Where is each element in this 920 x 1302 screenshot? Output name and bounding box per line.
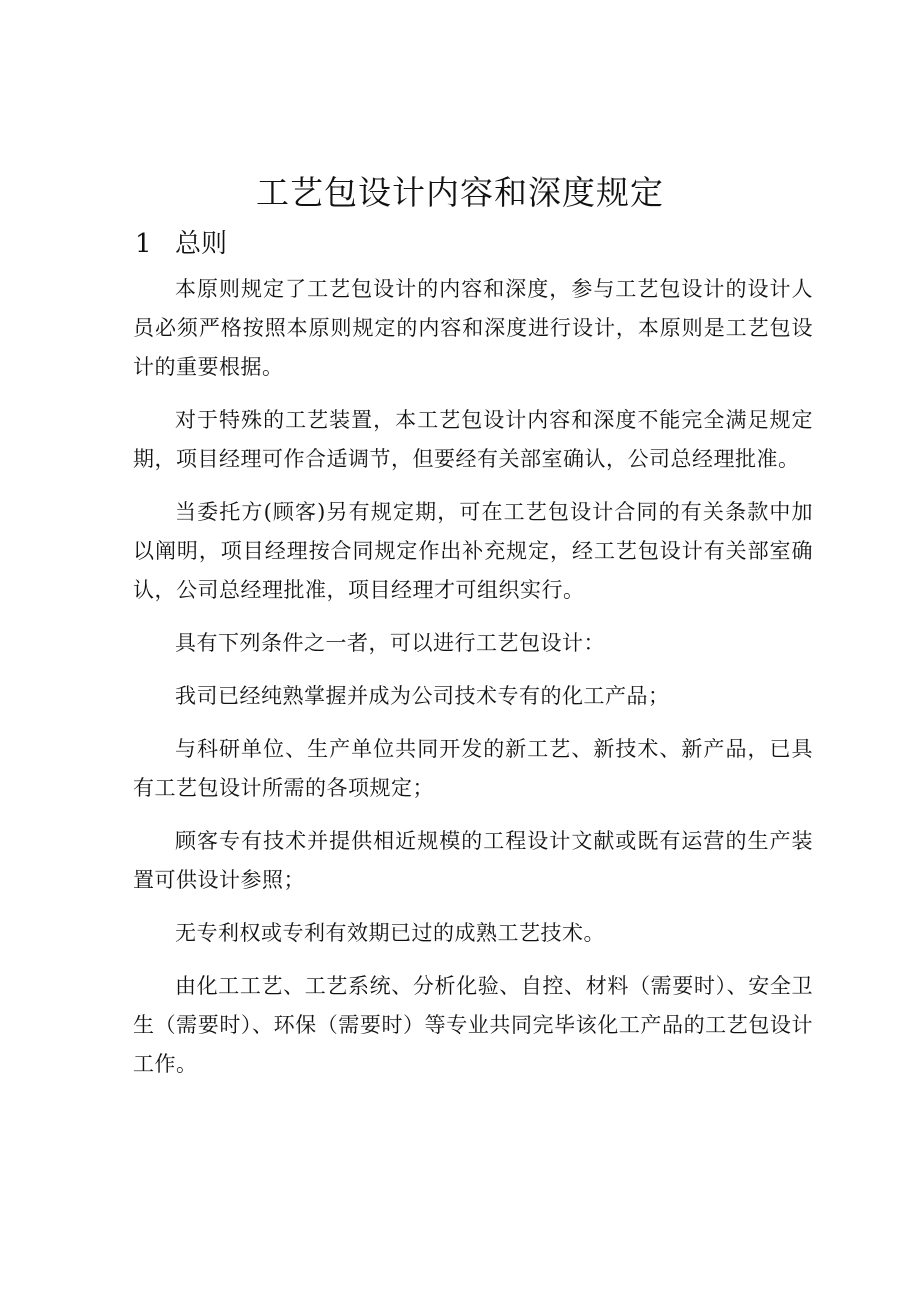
section-title: 总则 <box>175 229 228 259</box>
paragraph: 本原则规定了工艺包设计的内容和深度，参与工艺包设计的设计人员必须严格按照本原则规定的内容和深度进行设计，本原则是工艺包设计的重要根据。 <box>133 277 813 379</box>
document-title: 工艺包设计内容和深度规定 <box>256 173 664 212</box>
paragraph: 与科研单位、生产单位共同开发的新工艺、新技术、新产品，已具有工艺包设计所需的各项规定； <box>133 737 813 800</box>
paragraph: 当委托方(顾客)另有规定期，可在工艺包设计合同的有关条款中加以阐明，项目经理按合同规定作出补充规定，经工艺包设计有关部室确认，公司总经理批准，项目经理才可组织实行。 <box>133 500 813 602</box>
paragraph: 由化工工艺、工艺系统、分析化验、自控、材料（需要时）、安全卫生（需要时）、环保（需要时）等专业共同完毕该化工产品的工艺包设计工作。 <box>133 974 813 1076</box>
section-heading <box>135 222 227 266</box>
paragraph: 对于特殊的工艺装置，本工艺包设计内容和深度不能完全满足规定期，项目经理可作合适调节，但要经有关部室确认，公司总经理批准。 <box>133 408 813 471</box>
paragraph: 顾客专有技术并提供相近规模的工程设计文献或既有运营的生产装置可供设计参照； <box>133 829 813 892</box>
document-body <box>133 270 813 1098</box>
paragraph: 我司已经纯熟掌握并成为公司技术专有的化工产品； <box>175 684 670 708</box>
paragraph: 具有下列条件之一者，可以进行工艺包设计： <box>175 631 605 655</box>
section-number: 1 <box>135 229 152 259</box>
paragraph: 无专利权或专利有效期已过的成熟工艺技术。 <box>175 921 605 945</box>
